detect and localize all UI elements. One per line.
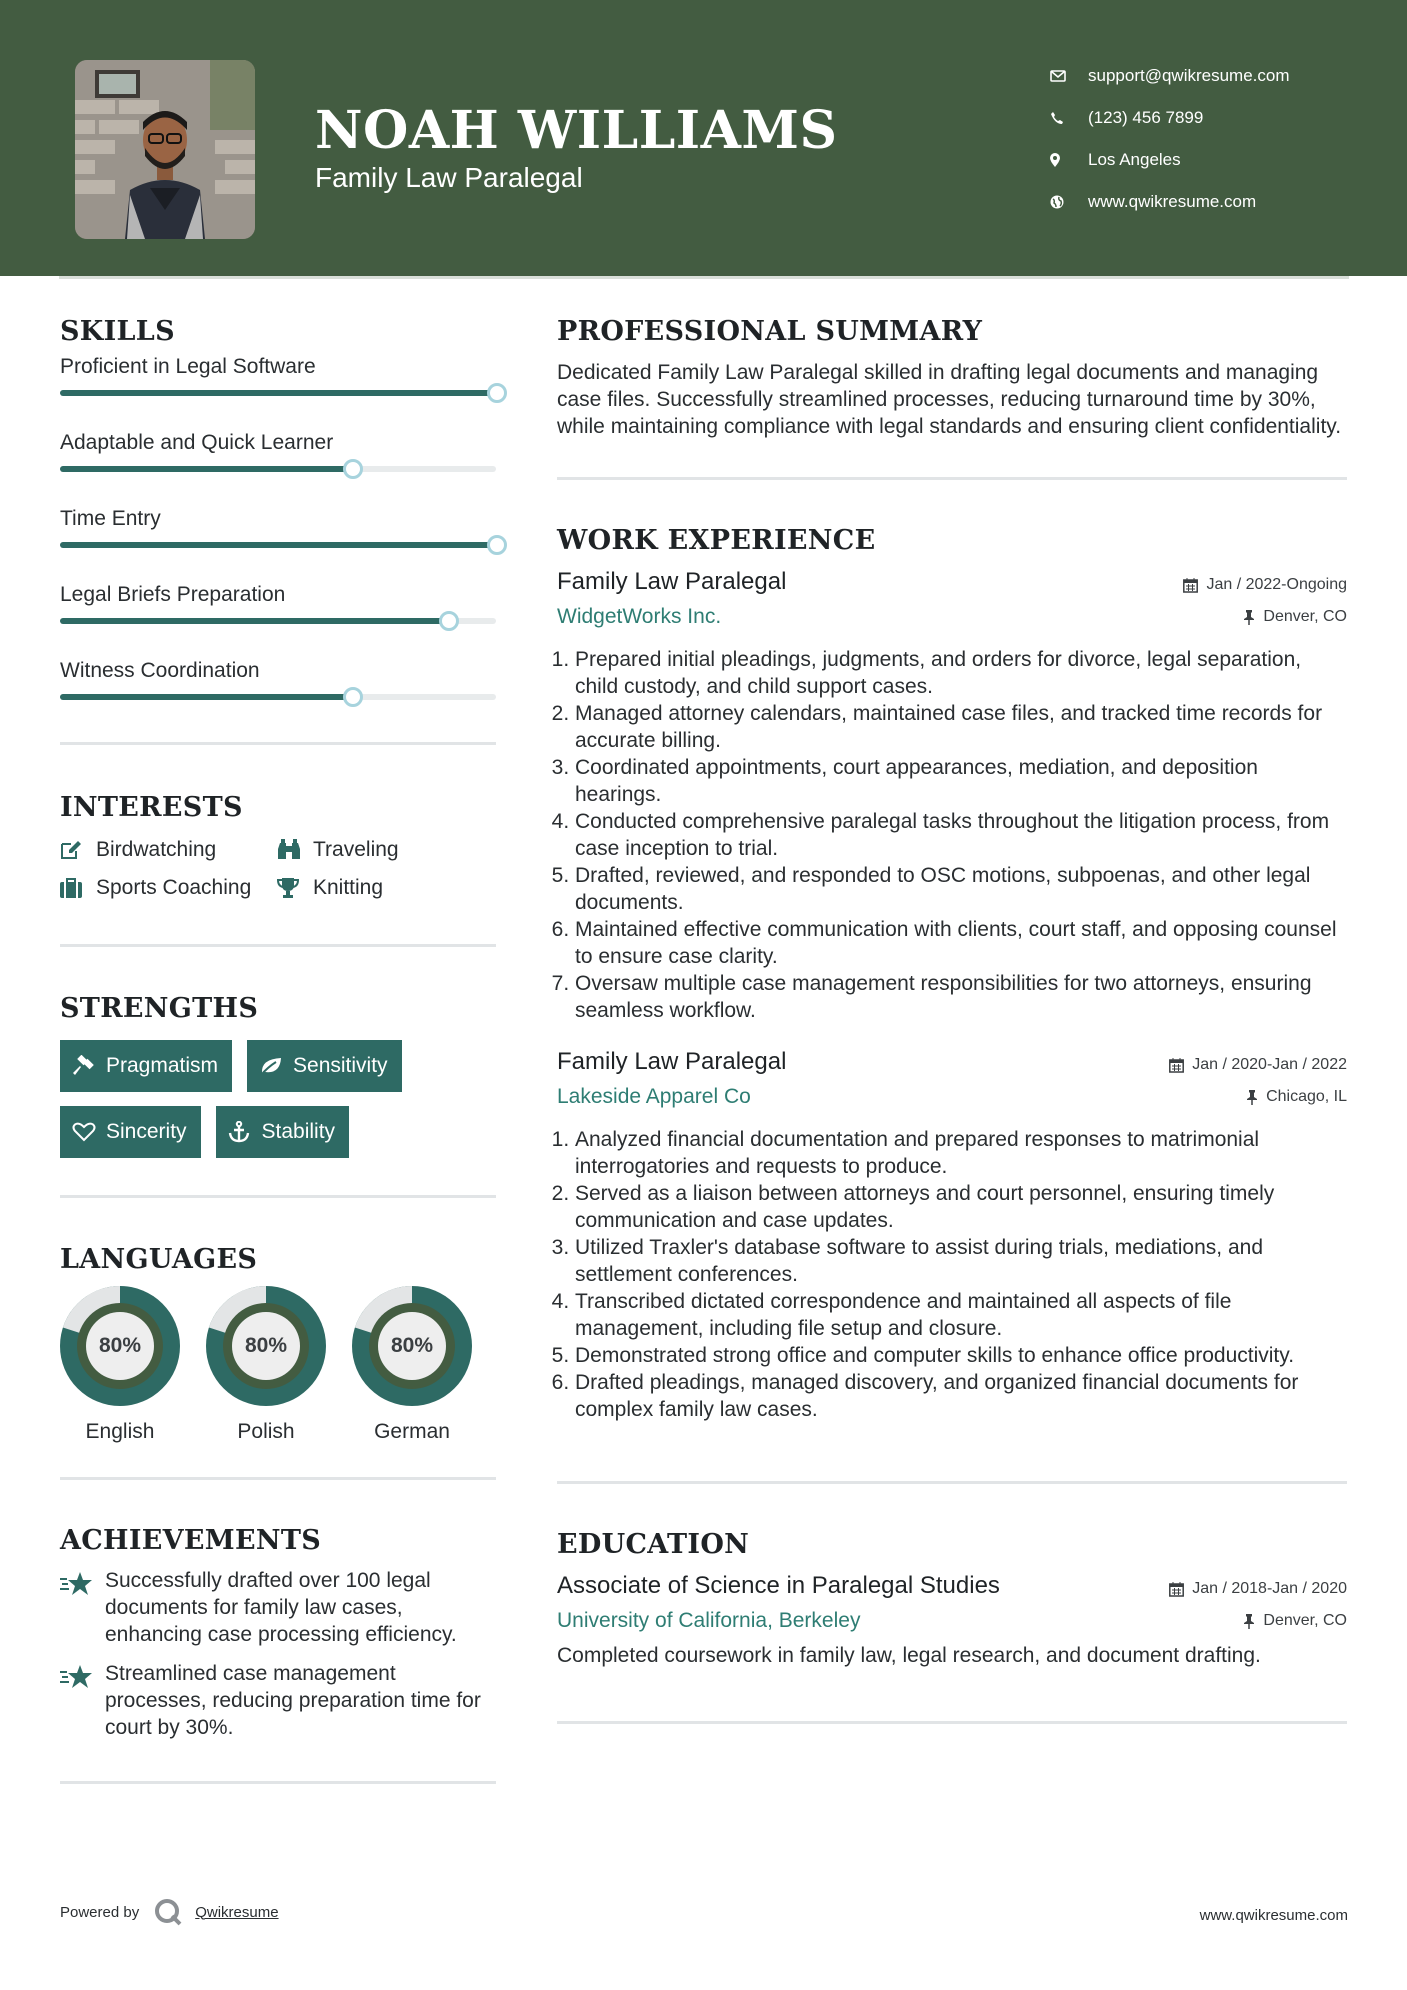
section-divider [557, 1481, 1347, 1484]
job-header [557, 568, 1347, 630]
achievement-item: Successfully drafted over 100 legal documents for family law cases, enhancing case processing efficiency. [60, 1567, 496, 1648]
strengths-list [60, 1040, 496, 1158]
degree-title: Associate of Science in Paralegal Studies [557, 1572, 1000, 1599]
duties-list [557, 1126, 1347, 1423]
list-item: 3. Coordinated appointments, court appearances, mediation, and deposition hearings. [575, 754, 1347, 808]
resume-header [0, 0, 1407, 276]
list-item: 5. Drafted, reviewed, and responded to OSC motions, subpoenas, and other legal documents. [575, 862, 1347, 916]
language-ring: 80% [352, 1286, 472, 1406]
skill-item: Proficient in Legal Software [60, 305, 496, 381]
gavel-icon [72, 1055, 106, 1077]
list-item: 6. Maintained effective communication with clients, court staff, and opposing counsel to ensure case clarity. [575, 916, 1347, 970]
star-badge-icon [60, 1567, 105, 1648]
experience-heading: WORK EXPERIENCE [557, 525, 876, 556]
school-name: University of California, Berkeley [557, 1609, 861, 1632]
skill-item: Time Entry [60, 457, 496, 533]
skill-bar-knob [343, 687, 363, 707]
list-item: 1. Prepared initial pleadings, judgments, and orders for divorce, legal separation, child custody, and child support cases. [575, 646, 1347, 700]
list-item: 4. Conducted comprehensive paralegal tasks throughout the litigation process, from case inception to trial. [575, 808, 1347, 862]
duties-list [557, 646, 1347, 1024]
job-entry [557, 568, 1347, 1024]
candidate-title: Family Law Paralegal [315, 162, 583, 193]
section-divider [557, 1721, 1347, 1724]
section-divider [557, 477, 1347, 480]
languages-heading: LANGUAGES [60, 1244, 258, 1275]
language-ring: 80% [60, 1286, 180, 1406]
location-pin-icon [1050, 153, 1088, 167]
pencil-square-icon [60, 840, 96, 860]
job-entry [557, 1048, 1347, 1423]
job-dates: Jan / 2020-Jan / 2022 [1169, 1056, 1347, 1074]
interests-heading: INTERESTS [60, 792, 243, 823]
strength-tag: Sincerity [60, 1106, 201, 1158]
job-title: Family Law Paralegal [557, 568, 787, 595]
achievements-list [60, 1567, 496, 1741]
skill-item: Adaptable and Quick Learner [60, 381, 496, 457]
contact-list [1050, 55, 1290, 223]
footer-website[interactable]: www.qwikresume.com [1199, 1907, 1348, 1924]
list-item: 7. Oversaw multiple case management responsibilities for two attorneys, ensuring seamless workflow. [575, 970, 1347, 1024]
candidate-name: NOAH WILLIAMS [315, 100, 838, 161]
trophy-icon [277, 877, 313, 899]
strength-tag: Pragmatism [60, 1040, 232, 1092]
contact-phone[interactable]: (123) 456 7899 [1050, 97, 1290, 139]
job-title: Family Law Paralegal [557, 1048, 787, 1075]
summary-text: Dedicated Family Law Paralegal skilled in drafting legal documents and managing case files. Successfully streamlined processes, reducing turnaround time by 30%, while maintaining compliance with legal standards and ensuring client confidentiality. [557, 361, 1342, 438]
job-location: Denver, CO [1243, 608, 1347, 626]
globe-icon [1050, 195, 1088, 209]
list-item: 3. Utilized Traxler's database software to assist during trials, mediations, and settlement conferences. [575, 1234, 1347, 1288]
company-name: WidgetWorks Inc. [557, 605, 722, 628]
right-column [557, 318, 1347, 1724]
contact-location: Los Angeles [1050, 139, 1290, 181]
envelope-icon [1050, 70, 1088, 82]
heart-icon [72, 1122, 106, 1142]
language-ring: 80% [206, 1286, 326, 1406]
left-column [60, 318, 496, 1784]
pushpin-icon [1243, 610, 1255, 625]
language-item: 80% German [352, 1286, 472, 1444]
calendar-icon [1169, 1582, 1184, 1597]
qwikresume-link[interactable]: Qwikresume [195, 1903, 279, 1921]
leaf-icon [259, 1056, 293, 1076]
list-item: 5. Demonstrated strong office and computer skills to enhance office productivity. [575, 1342, 1347, 1369]
pushpin-icon [1243, 1614, 1255, 1629]
language-item: 80% Polish [206, 1286, 326, 1444]
achievement-item: Streamlined case management processes, reducing preparation time for court by 30%. [60, 1660, 496, 1741]
strengths-heading: STRENGTHS [60, 993, 259, 1024]
interest-item: Sports Coaching [60, 876, 277, 900]
job-header [557, 1048, 1347, 1110]
section-divider [60, 1781, 496, 1784]
language-item: 80% English [60, 1286, 180, 1444]
education-header [557, 1572, 1347, 1634]
footer-powered-by: Powered by Qwikresume [60, 1897, 279, 1927]
contact-website[interactable]: www.qwikresume.com [1050, 181, 1290, 223]
strength-tag: Stability [216, 1106, 350, 1158]
briefcase-icon [60, 878, 96, 898]
section-divider [60, 1195, 496, 1198]
profile-photo [75, 60, 255, 239]
interest-item: Birdwatching [60, 838, 277, 862]
calendar-icon [1183, 578, 1198, 593]
list-item: 2. Served as a liaison between attorneys and court personnel, ensuring timely communication and case updates. [575, 1180, 1347, 1234]
skills-list [60, 305, 496, 685]
interest-item: Knitting [277, 876, 477, 900]
list-item: 6. Drafted pleadings, managed discovery, and organized financial documents for complex family law cases. [575, 1369, 1347, 1423]
summary-heading: PROFESSIONAL SUMMARY [557, 316, 983, 347]
interest-item: Traveling [277, 838, 477, 862]
education-entry [557, 1572, 1347, 1669]
list-item: 4. Transcribed dictated correspondence and maintained all aspects of file management, including file setup and closure. [575, 1288, 1347, 1342]
section-divider [60, 742, 496, 745]
skill-bar [60, 694, 496, 700]
contact-email[interactable]: support@qwikresume.com [1050, 55, 1290, 97]
job-location: Chicago, IL [1246, 1088, 1347, 1106]
calendar-icon [1169, 1058, 1184, 1073]
company-name: Lakeside Apparel Co [557, 1085, 751, 1108]
education-location: Denver, CO [1243, 1612, 1347, 1630]
job-dates: Jan / 2022-Ongoing [1183, 576, 1347, 594]
star-badge-icon [60, 1660, 105, 1741]
education-heading: EDUCATION [557, 1529, 750, 1560]
qwikresume-logo-icon [153, 1897, 183, 1927]
header-divider [59, 276, 1349, 279]
binoculars-icon [277, 839, 313, 861]
list-item: 1. Analyzed financial documentation and prepared responses to matrimonial interrogatories and requests to produce. [575, 1126, 1347, 1180]
strength-tag: Sensitivity [247, 1040, 402, 1092]
skill-item: Witness Coordination [60, 609, 496, 685]
phone-icon [1050, 111, 1088, 125]
interests-list [60, 838, 496, 900]
section-divider [60, 944, 496, 947]
section-divider [60, 1477, 496, 1480]
achievements-heading: ACHIEVEMENTS [60, 1525, 322, 1556]
skills-heading: SKILLS [60, 316, 175, 347]
skill-item: Legal Briefs Preparation [60, 533, 496, 609]
pushpin-icon [1246, 1090, 1258, 1105]
languages-list [60, 1286, 496, 1444]
education-description: Completed coursework in family law, legal research, and document drafting. [557, 1644, 1261, 1667]
list-item: 2. Managed attorney calendars, maintained case files, and tracked time records for accurate billing. [575, 700, 1347, 754]
anchor-icon [228, 1121, 262, 1143]
education-dates: Jan / 2018-Jan / 2020 [1169, 1580, 1347, 1598]
